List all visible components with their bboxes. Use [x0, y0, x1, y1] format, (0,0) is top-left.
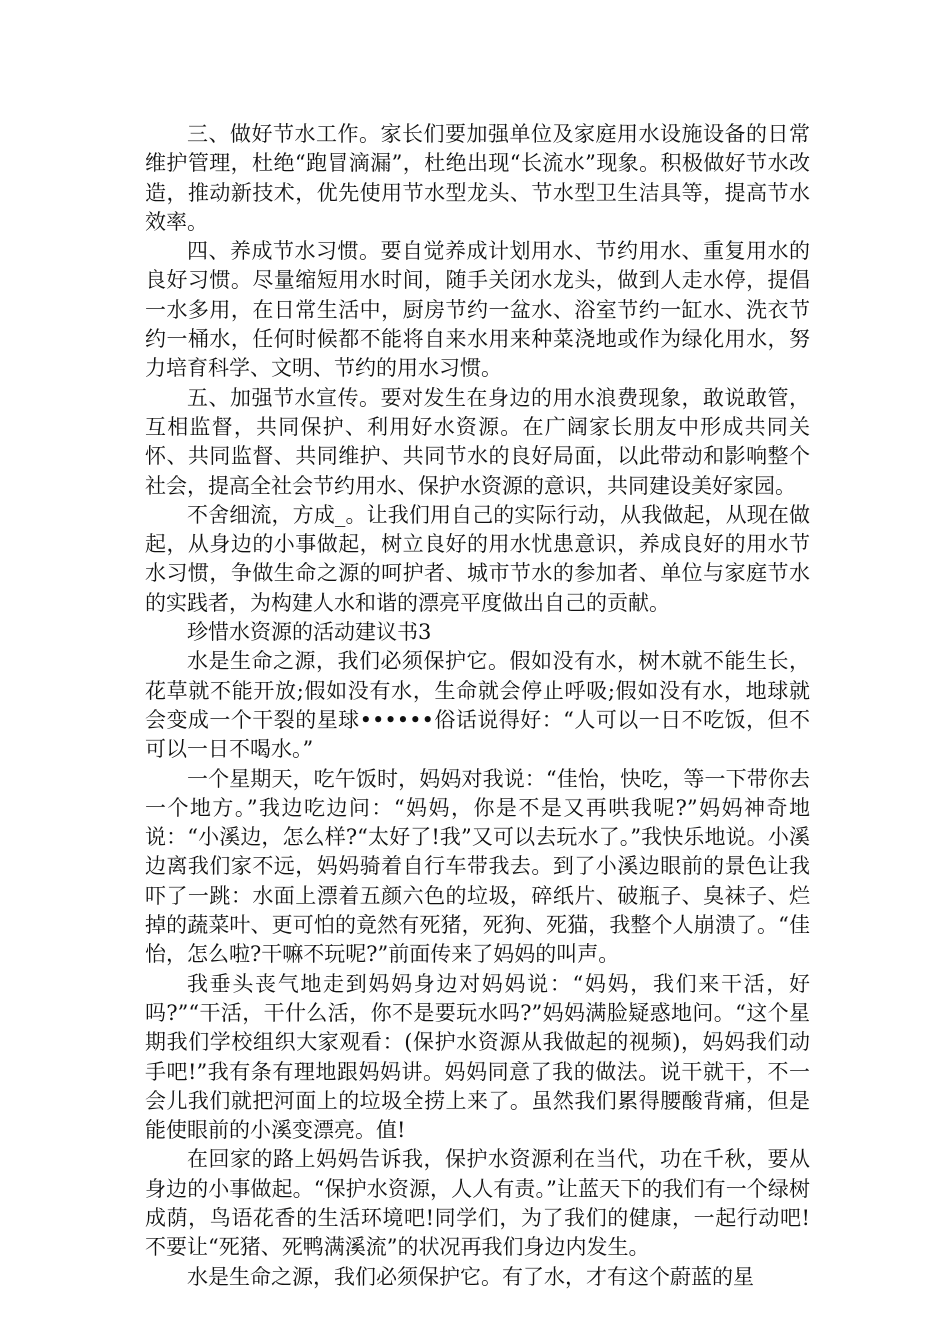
paragraph-sunday-story: 一个星期天，吃午饭时，妈妈对我说：“佳怡，快吃，等一下带你去一个地方。”我边吃边问：“妈妈，你是不是又再哄我呢?”妈妈神奇地说：“小溪边，怎么样?“太好了!我”又可以去玩水了。”我快乐地说。小溪边离我们家不远，妈妈骑着自行车带我去。到了小溪边眼前的景色让我吓了一跳：水面上漂着五颜六色的垃圾，碎纸片、破瓶子、臭袜子、烂掉的蔬菜叶、更可怕的竟然有死猪，死狗、死猫，我整个人崩溃了。“佳怡，怎么啦?干嘛不玩呢?”前面传来了妈妈的叫声。	[145, 766, 810, 967]
paragraph-cleanup-story: 我垂头丧气地走到妈妈身边对妈妈说：“妈妈，我们来干活，好吗?”“干活，干什么活，你不是要玩水吗?”妈妈满脸疑惑地问。“这个星期我们学校组织大家观看：(保护水资源从我做起的视频)，妈妈我们动手吧!”我有条有理地跟妈妈讲。妈妈同意了我的做法。说干就干，不一会儿我们就把河面上的垃圾全捞上来了。虽然我们累得腰酸背痛，但是能使眼前的小溪变漂亮。值!	[145, 971, 810, 1143]
document-body	[145, 120, 810, 1292]
paragraph-water-source-of-life: 水是生命之源，我们必须保护它。假如没有水，树木就不能生长，花草就不能开放;假如没有水，生命就会停止呼吸;假如没有水，地球就会变成一个干裂的星球••••••俗话说得好：“人可以一日不吃饭，但不可以一日不喝水。”	[145, 649, 810, 762]
paragraph-continuation: 水是生命之源，我们必须保护它。有了水，才有这个蔚蓝的星	[187, 1264, 754, 1289]
paragraph-way-home: 在回家的路上妈妈告诉我，保护水资源利在当代，功在千秋，要从身边的小事做起。“保护水资源，人人有责。”让蓝天下的我们有一个绿树成荫，鸟语花香的生活环境吧!同学们，为了我们的健康，一起行动吧!不要让“死猪、死鸭满溪流”的状况再我们身边内发生。	[145, 1147, 810, 1260]
paragraph-water-saving-publicity: 五、加强节水宣传。要对发生在身边的用水浪费现象，敢说敢管，互相监督，共同保护、利用好水资源。在广阔家长朋友中形成共同关怀、共同监督、共同维护、共同节水的良好局面，以此带动和影响整个社会，提高全社会节约用水、保护水资源的意识，共同建设美好家园。	[145, 385, 810, 498]
paragraph-water-saving-work: 三、做好节水工作。家长们要加强单位及家庭用水设施设备的日常维护管理，杜绝“跑冒滴漏”，杜绝出现“长流水”现象。积极做好节水改造，推动新技术，优先使用节水型龙头、节水型卫生洁具等，提高节水效率。	[145, 122, 810, 234]
section-title: 珍惜水资源的活动建议书3	[187, 620, 432, 645]
paragraph-water-saving-habits: 四、养成节水习惯。要自觉养成计划用水、节约用水、重复用水的良好习惯。尽量缩短用水时间，随手关闭水龙头，做到人走水停，提倡一水多用，在日常生活中，厨房节约一盆水、浴室节约一缸水、洗衣节约一桶水，任何时候都不能将自来水用来种菜浇地或作为绿化用水，努力培育科学、文明、节约的用水习惯。	[145, 239, 810, 381]
paragraph-closing-call: 不舍细流，方成_。让我们用自己的实际行动，从我做起，从现在做起，从身边的小事做起，树立良好的用水忧患意识，养成良好的用水节水习惯，争做生命之源的呵护者、城市节水的参加者、单位与家庭节水的实践者，为构建人水和谐的漂亮平度做出自己的贡献。	[145, 502, 810, 615]
